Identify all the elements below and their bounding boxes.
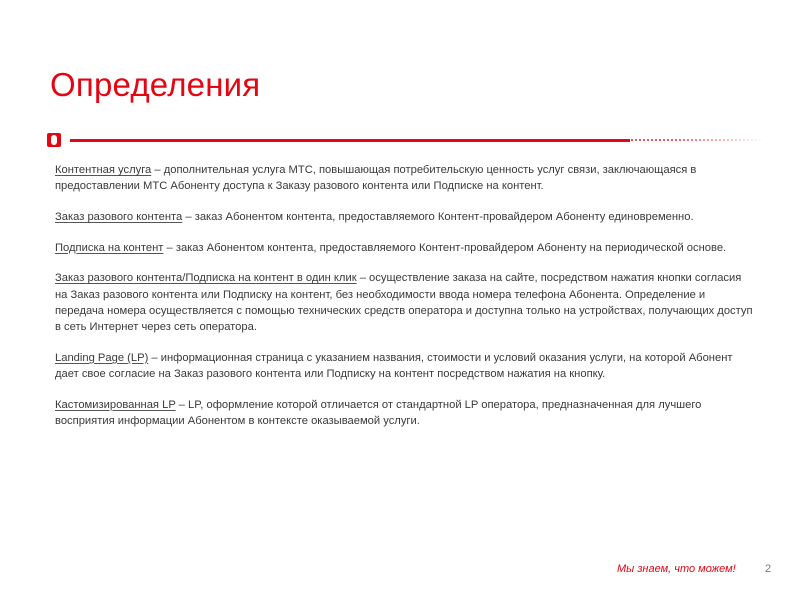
definition-text: – осуществление заказа на сайте, посредством нажатия кнопки согласия на Заказ разового контента или Подписку на контент, без необходимости ввода номера телефона Абонента. Определение и передача номера осуществляется с помощью технических средств оператора и доступна только на устройствах, получающих доступ в сеть Интернет через сеть оператора.	[55, 272, 753, 333]
definition-term: Заказ разового контента	[55, 210, 183, 223]
definition-text: – дополнительная услуга МТС, повышающая потребительскую ценность услуг связи, заключающаяся в предоставлении МТС Абоненту доступа к Заказу разового контента или Подписке на контент.	[55, 164, 697, 193]
page-number: 2	[765, 563, 772, 575]
definition-content-service	[55, 162, 755, 194]
definition-term: Заказ разового контента/Подписка на контент в один клик	[55, 272, 357, 285]
definition-term: Контентная услуга	[55, 164, 152, 176]
definition-term: Подписка на контент	[55, 241, 164, 254]
definition-subscription	[55, 240, 755, 256]
definition-landing-page	[55, 350, 755, 382]
definition-one-time-order	[55, 209, 755, 225]
definition-text: – информационная страница с указанием названия, стоимости и условий оказания услуги, на которой Абонент дает свое согласие на Заказ разового контента или Подписку на контент посредством нажатия на кнопку.	[55, 351, 733, 380]
mts-logo-icon	[47, 133, 61, 147]
definition-term: Landing Page (LP)	[55, 351, 149, 364]
definition-custom-lp	[55, 397, 755, 429]
header-divider	[70, 139, 630, 142]
header-divider-fade	[630, 138, 765, 143]
definition-text: – LP, оформление которой отличается от стандартной LP оператора, предназначенная для лучшего восприятия информации Абонентом в контексте оказываемой услуги.	[55, 398, 702, 427]
definition-text: – заказ Абонентом контента, предоставляемого Контент-провайдером Абоненту единовременно.	[182, 210, 694, 223]
definition-term: Кастомизированная LP	[55, 398, 176, 411]
definition-text: – заказ Абонентом контента, предоставляемого Контент-провайдером Абоненту на периодической основе.	[163, 241, 727, 254]
page-title: Определения	[50, 66, 261, 103]
definitions-list	[55, 162, 755, 443]
definition-one-click	[55, 270, 755, 335]
footer-slogan: Мы знаем, что можем!	[617, 563, 736, 575]
